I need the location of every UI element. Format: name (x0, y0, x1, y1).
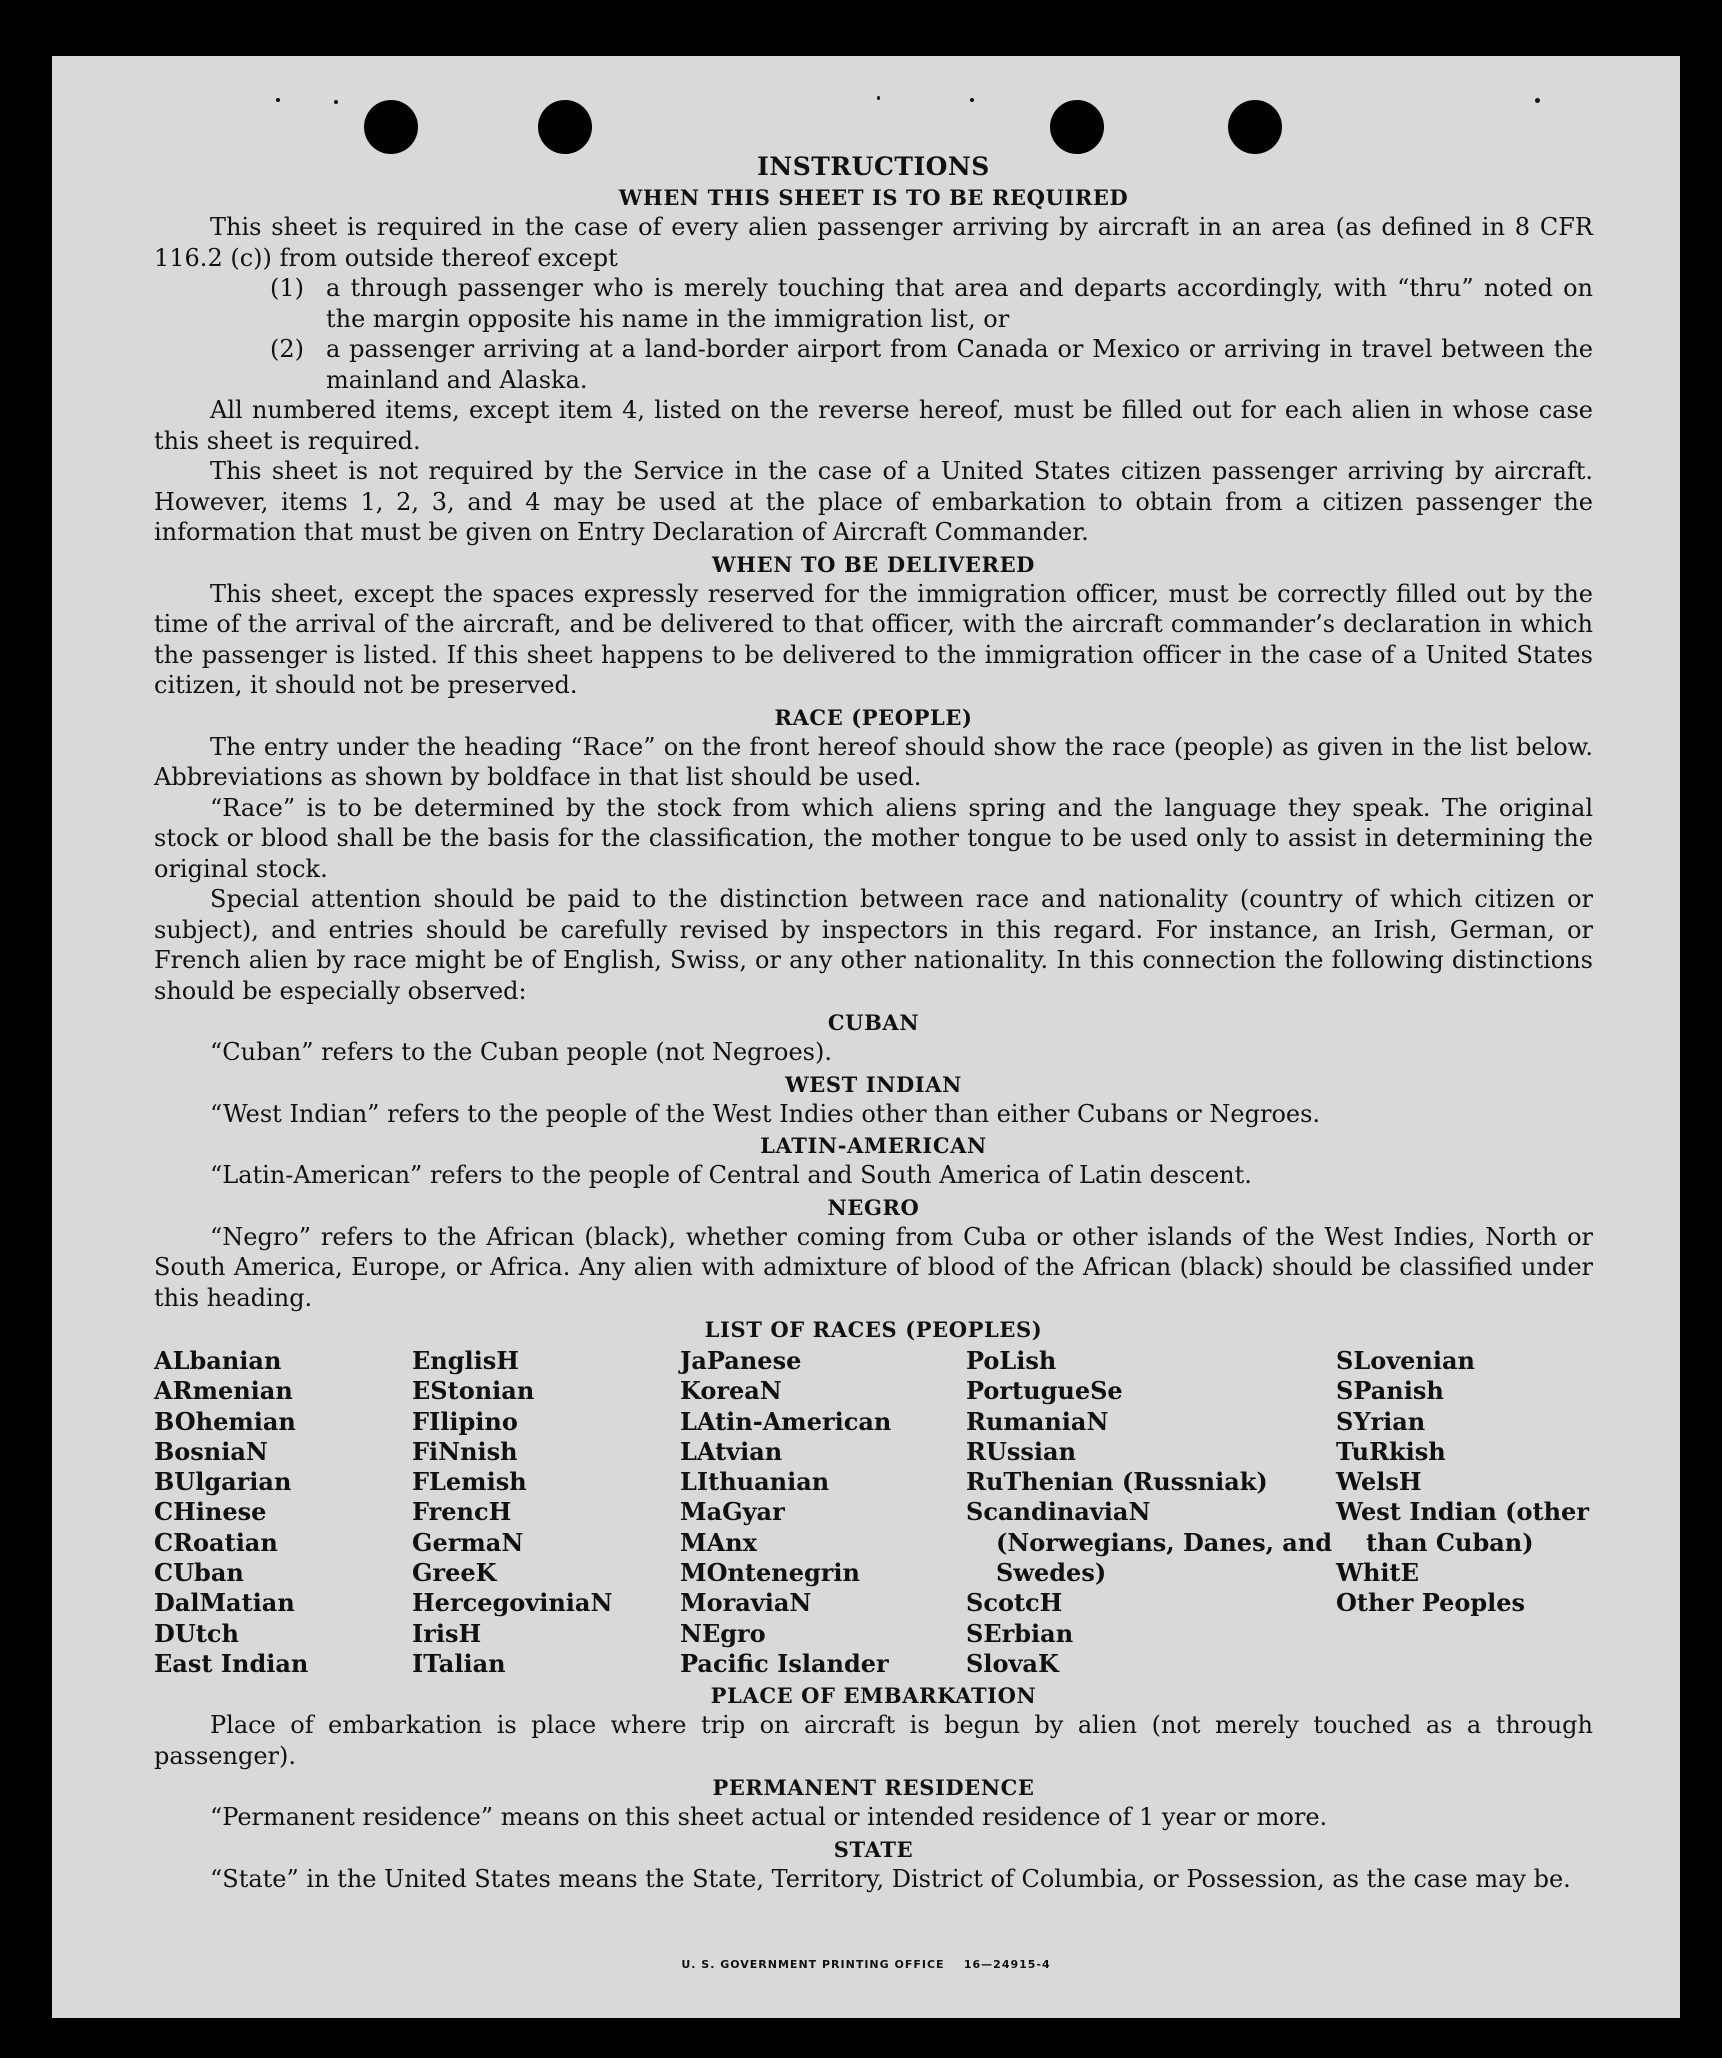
section-heading-residence: PERMANENT RESIDENCE (712, 1775, 1035, 1801)
races-list (154, 1346, 1593, 1679)
paragraph: “Race” is to be determined by the stock from which aliens spring and the language they speak. The original stock or blood shall be the basis for the classification, the mother tongue to be used only to assist in determining the original stock. (154, 793, 1593, 883)
race-entry: NEgro (680, 1618, 766, 1648)
race-entry: SYrian (1336, 1406, 1426, 1436)
race-entry: RumaniaN (966, 1406, 1109, 1436)
section-heading-race: RACE (PEOPLE) (774, 704, 973, 730)
list-item (154, 273, 1593, 334)
race-entry: CUban (154, 1558, 244, 1588)
races-column-2 (412, 1346, 680, 1679)
item-text: a through passenger who is merely touching that area and departs accordingly, with “thru” noted on the margin opposite his name in the immigration list, or (326, 274, 1593, 333)
race-entry: CHinese (154, 1497, 267, 1527)
race-entry: West Indian (other than Cuban) (1336, 1497, 1589, 1557)
item-text: a passenger arriving at a land-border airport from Canada or Mexico or arriving in travel between the mainland and Alaska. (326, 335, 1593, 394)
section-heading-cuban: CUBAN (827, 1010, 920, 1035)
race-entry: FrencH (412, 1497, 512, 1527)
punch-hole-4 (1228, 100, 1282, 154)
speck (276, 98, 280, 102)
paragraph: Place of embarkation is place where trip on aircraft is begun by alien (not merely touched as a through passenger). (154, 1711, 1593, 1770)
item-number: (2) (270, 335, 304, 363)
race-entry: LAtvian (680, 1436, 783, 1466)
speck (334, 100, 338, 104)
race-entry: ARmenian (154, 1376, 293, 1406)
race-entry: LIthuanian (680, 1467, 830, 1497)
race-entry: CRoatian (154, 1527, 278, 1557)
race-entry: MAnx (680, 1527, 757, 1557)
race-entry: DalMatian (154, 1588, 295, 1618)
race-entry: PortugueSe (966, 1376, 1123, 1406)
race-entry: East Indian (154, 1648, 309, 1678)
race-entry: SLovenian (1336, 1346, 1475, 1375)
paragraph: “West Indian” refers to the people of the West Indies other than either Cubans or Negroes. (210, 1099, 1321, 1128)
race-entry: GreeK (412, 1558, 497, 1588)
section-heading-delivered: WHEN TO BE DELIVERED (711, 551, 1035, 577)
race-entry: JaPanese (680, 1346, 802, 1375)
paragraph: This sheet, except the spaces expressly reserved for the immigration officer, must be correctly filled out by the time of the arrival of the aircraft, and be delivered to that officer, with the aircraft commander’s declaration in which the passenger is listed. If this sheet happens to be delivered to the immigration officer in the case of a United States citizen, it should not be preserved. (154, 579, 1593, 699)
race-entry: FIlipino (412, 1406, 518, 1436)
paragraph: “Latin-American” refers to the people of Central and South America of Latin descent. (210, 1161, 1252, 1189)
speck (970, 98, 974, 102)
race-entry: Other Peoples (1336, 1588, 1526, 1618)
instructions-content (154, 152, 1593, 1894)
section-heading-state: STATE (833, 1836, 914, 1862)
printer-imprint: U. S. GOVERNMENT PRINTING OFFICE 16—24915-4 (681, 1958, 1051, 1971)
race-entry: IrisH (412, 1618, 482, 1648)
race-entry: LAtin-American (680, 1406, 892, 1436)
item-number: (1) (270, 274, 304, 302)
race-entry: MOntenegrin (680, 1558, 860, 1588)
race-entry: ScotcH (966, 1588, 1063, 1618)
paragraph: All numbered items, except item 4, listed on the reverse hereof, must be filled out for each alien in whose case this sheet is required. (154, 396, 1593, 455)
race-entry: SErbian (966, 1618, 1074, 1648)
punch-hole-2 (538, 100, 592, 154)
race-entry: SPanish (1336, 1376, 1444, 1406)
race-entry: WelsH (1336, 1467, 1422, 1497)
race-entry: FLemish (412, 1467, 527, 1497)
section-heading-negro: NEGRO (827, 1194, 920, 1220)
race-entry: DUtch (154, 1618, 239, 1648)
speck (1535, 98, 1540, 103)
race-entry: SlovaK (966, 1648, 1059, 1678)
paragraph: Special attention should be paid to the distinction between race and nationality (country of which citizen or subject), and entries should be carefully revised by inspectors in this regard. For instance, an Irish, German, or French alien by race might be of English, Swiss, or any other nationality. In this connection the following distinctions should be especially observed: (154, 885, 1593, 1005)
punch-hole-1 (364, 100, 418, 154)
paragraph: “State” in the United States means the State, Territory, District of Columbia, or Possession, as the case may be. (210, 1864, 1571, 1893)
paragraph: “Cuban” refers to the Cuban people (not Negroes). (210, 1038, 832, 1066)
race-entry: PoLish (966, 1346, 1057, 1375)
race-entry: ITalian (412, 1648, 506, 1678)
paragraph: This sheet is not required by the Service in the case of a United States citizen passenger arriving by aircraft. However, items 1, 2, 3, and 4 may be used at the place of embarkation to obtain from a citizen passenger the information that must be given on Entry Declaration of Aircraft Commander. (154, 457, 1593, 546)
section-heading-embarkation: PLACE OF EMBARKATION (710, 1683, 1037, 1709)
races-column-3 (680, 1346, 966, 1679)
paragraph: “Permanent residence” means on this sheet actual or intended residence of 1 year or more. (210, 1803, 1328, 1832)
section-heading-west-indian: WEST INDIAN (785, 1071, 962, 1097)
race-entry: GermaN (412, 1527, 524, 1557)
race-entry: EnglisH (412, 1346, 519, 1375)
page-title: INSTRUCTIONS (757, 152, 990, 181)
list-item (154, 334, 1593, 395)
race-entry: HercegoviniaN (412, 1588, 613, 1618)
speck (877, 96, 880, 100)
race-entry: MoraviaN (680, 1588, 812, 1618)
paragraph: This sheet is required in the case of every alien passenger arriving by aircraft in an area (as defined in 8 CFR 116.2 (c)) from outside thereof except (154, 213, 1593, 272)
section-heading-required: WHEN THIS SHEET IS TO BE REQUIRED (618, 185, 1129, 210)
race-entry: KoreaN (680, 1376, 782, 1406)
race-entry: RuThenian (Russniak) (966, 1467, 1268, 1497)
document-page (52, 56, 1680, 2018)
race-entry: BOhemian (154, 1406, 296, 1436)
punch-hole-3 (1050, 100, 1104, 154)
race-entry: Pacific Islander (680, 1648, 889, 1678)
races-column-4 (966, 1346, 1336, 1679)
race-entry: BosniaN (154, 1436, 268, 1466)
race-entry: EStonian (412, 1376, 535, 1406)
section-heading-latin-american: LATIN-AMERICAN (760, 1133, 987, 1158)
race-entry: BUlgarian (154, 1467, 292, 1497)
race-entry: TuRkish (1336, 1436, 1446, 1466)
races-column-1 (154, 1346, 412, 1679)
race-entry: ScandinaviaN (Norwegians, Danes, and Swedes) (966, 1497, 1333, 1588)
race-entry: MaGyar (680, 1497, 785, 1527)
paragraph: The entry under the heading “Race” on the front hereof should show the race (people) as given in the list below. Abbreviations as shown by boldface in that list should be used. (154, 732, 1593, 791)
race-entry: ALbanian (154, 1346, 282, 1375)
races-column-5 (1336, 1346, 1593, 1679)
race-entry: WhitE (1336, 1558, 1419, 1588)
paragraph: “Negro” refers to the African (black), whether coming from Cuba or other islands of the West Indies, North or South America, Europe, or Africa. Any alien with admixture of blood of the African (black) should be classified under this heading. (154, 1222, 1593, 1312)
race-entry: FiNnish (412, 1436, 518, 1466)
race-entry: RUssian (966, 1436, 1077, 1466)
section-heading-races-list: LIST OF RACES (PEOPLES) (704, 1317, 1043, 1342)
